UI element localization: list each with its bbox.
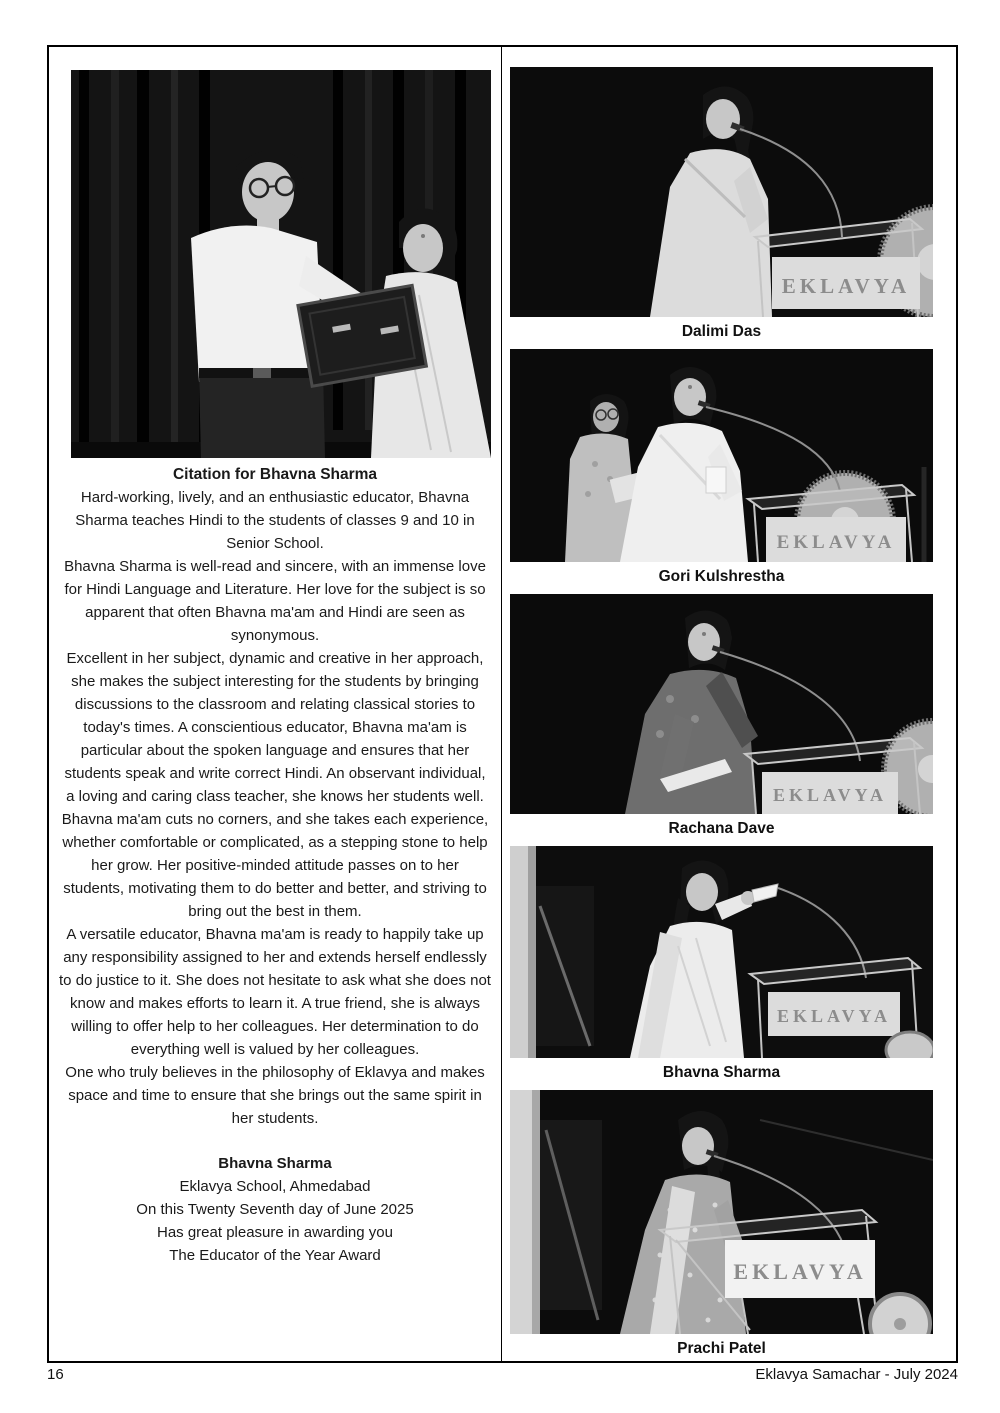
photo-rachana-dave	[510, 594, 933, 814]
closing-line: The Educator of the Year Award	[169, 1247, 381, 1264]
figure-prachi-patel	[502, 1090, 956, 1366]
figure-rachana-dave	[502, 594, 956, 846]
closing-name: Bhavna Sharma	[218, 1155, 332, 1172]
left-column	[49, 47, 501, 1361]
podium-label: EKLAVYA	[772, 785, 888, 805]
citation-paragraph: Bhavna Sharma is well-read and sincere, with an immense love for Hindi Language and Literature. Her love for the subject is so apparent that often Bhavna ma'am and Hindi are seen as synonymous.	[64, 558, 486, 644]
page-border	[47, 45, 958, 1363]
citation-paragraph: One who truly believes in the philosophy of Eklavya and makes space and time to ensure that she brings out the same spirit in her students.	[65, 1064, 485, 1127]
photo-prachi-patel	[510, 1090, 933, 1334]
closing-line: On this Twenty Seventh day of June 2025	[136, 1201, 414, 1218]
podium-label: EKLAVYA	[776, 1006, 892, 1026]
podium-label: EKLAVYA	[776, 532, 896, 553]
right-column	[502, 47, 956, 1361]
closing-line: Eklavya School, Ahmedabad	[179, 1178, 371, 1195]
drum	[870, 1294, 930, 1334]
figure-gori-kulshrestha	[502, 349, 956, 594]
photo-dalimi-das	[510, 67, 933, 317]
citation-paragraph: Bhavna ma'am cuts no corners, and she takes each experience, whether comfortable or complicated, as a stepping stone to help her grow. Her positive-minded attitude passes on to her students, motivating them to do better and better, and striving to bring out the best in them.	[61, 811, 489, 920]
figure-caption: Prachi Patel	[677, 1340, 766, 1357]
drum	[886, 1032, 933, 1058]
figure-caption: Bhavna Sharma	[662, 1064, 781, 1081]
citation-paragraph: A versatile educator, Bhavna ma'am is ready to happily take up any responsibility assigned to her and extends herself endlessly to do justice to it. She does not hesitate to ask what she does not know and makes efforts to learn it. A true friend, she is always willing to offer help to her colleagues. Her determination to do everything well is valued by her colleagues.	[59, 926, 491, 1058]
podium	[748, 485, 914, 562]
figure-dalimi-das	[502, 67, 956, 349]
closing-line: Has great pleasure in awarding you	[157, 1224, 393, 1241]
citation-heading: Citation for Bhavna Sharma	[172, 466, 378, 483]
figure-bhavna-sharma	[502, 846, 956, 1090]
figure-caption: Rachana Dave	[668, 820, 775, 837]
page-footer	[47, 1366, 958, 1384]
edition-label: Eklavya Samachar - July 2024	[755, 1366, 958, 1383]
citation-paragraph: Excellent in her subject, dynamic and creative in her approach, she makes the subject interesting for the students by bringing discussions to the classroom and relating classical stories to today's times. A conscientious educator, Bhavna ma'am is particular about the spoken language and ensures that her students speak and write correct Hindi. An observant individual, a loving and caring class teacher, she knows her students well.	[64, 650, 486, 805]
citation-block	[49, 463, 501, 1267]
photo-bhavna-sharma	[510, 846, 933, 1058]
figure-caption: Dalimi Das	[681, 323, 762, 340]
podium-label: EKLAVYA	[733, 1259, 867, 1284]
citation-paragraph: Hard-working, lively, and an enthusiastic educator, Bhavna Sharma teaches Hindi to the students of classes 9 and 10 in Senior School.	[75, 489, 475, 552]
page-number: 16	[47, 1366, 64, 1383]
photo-award-presentation	[71, 70, 491, 458]
photo-gori-kulshrestha	[510, 349, 933, 562]
figure-caption: Gori Kulshrestha	[658, 568, 785, 585]
podium-label: EKLAVYA	[781, 274, 911, 298]
